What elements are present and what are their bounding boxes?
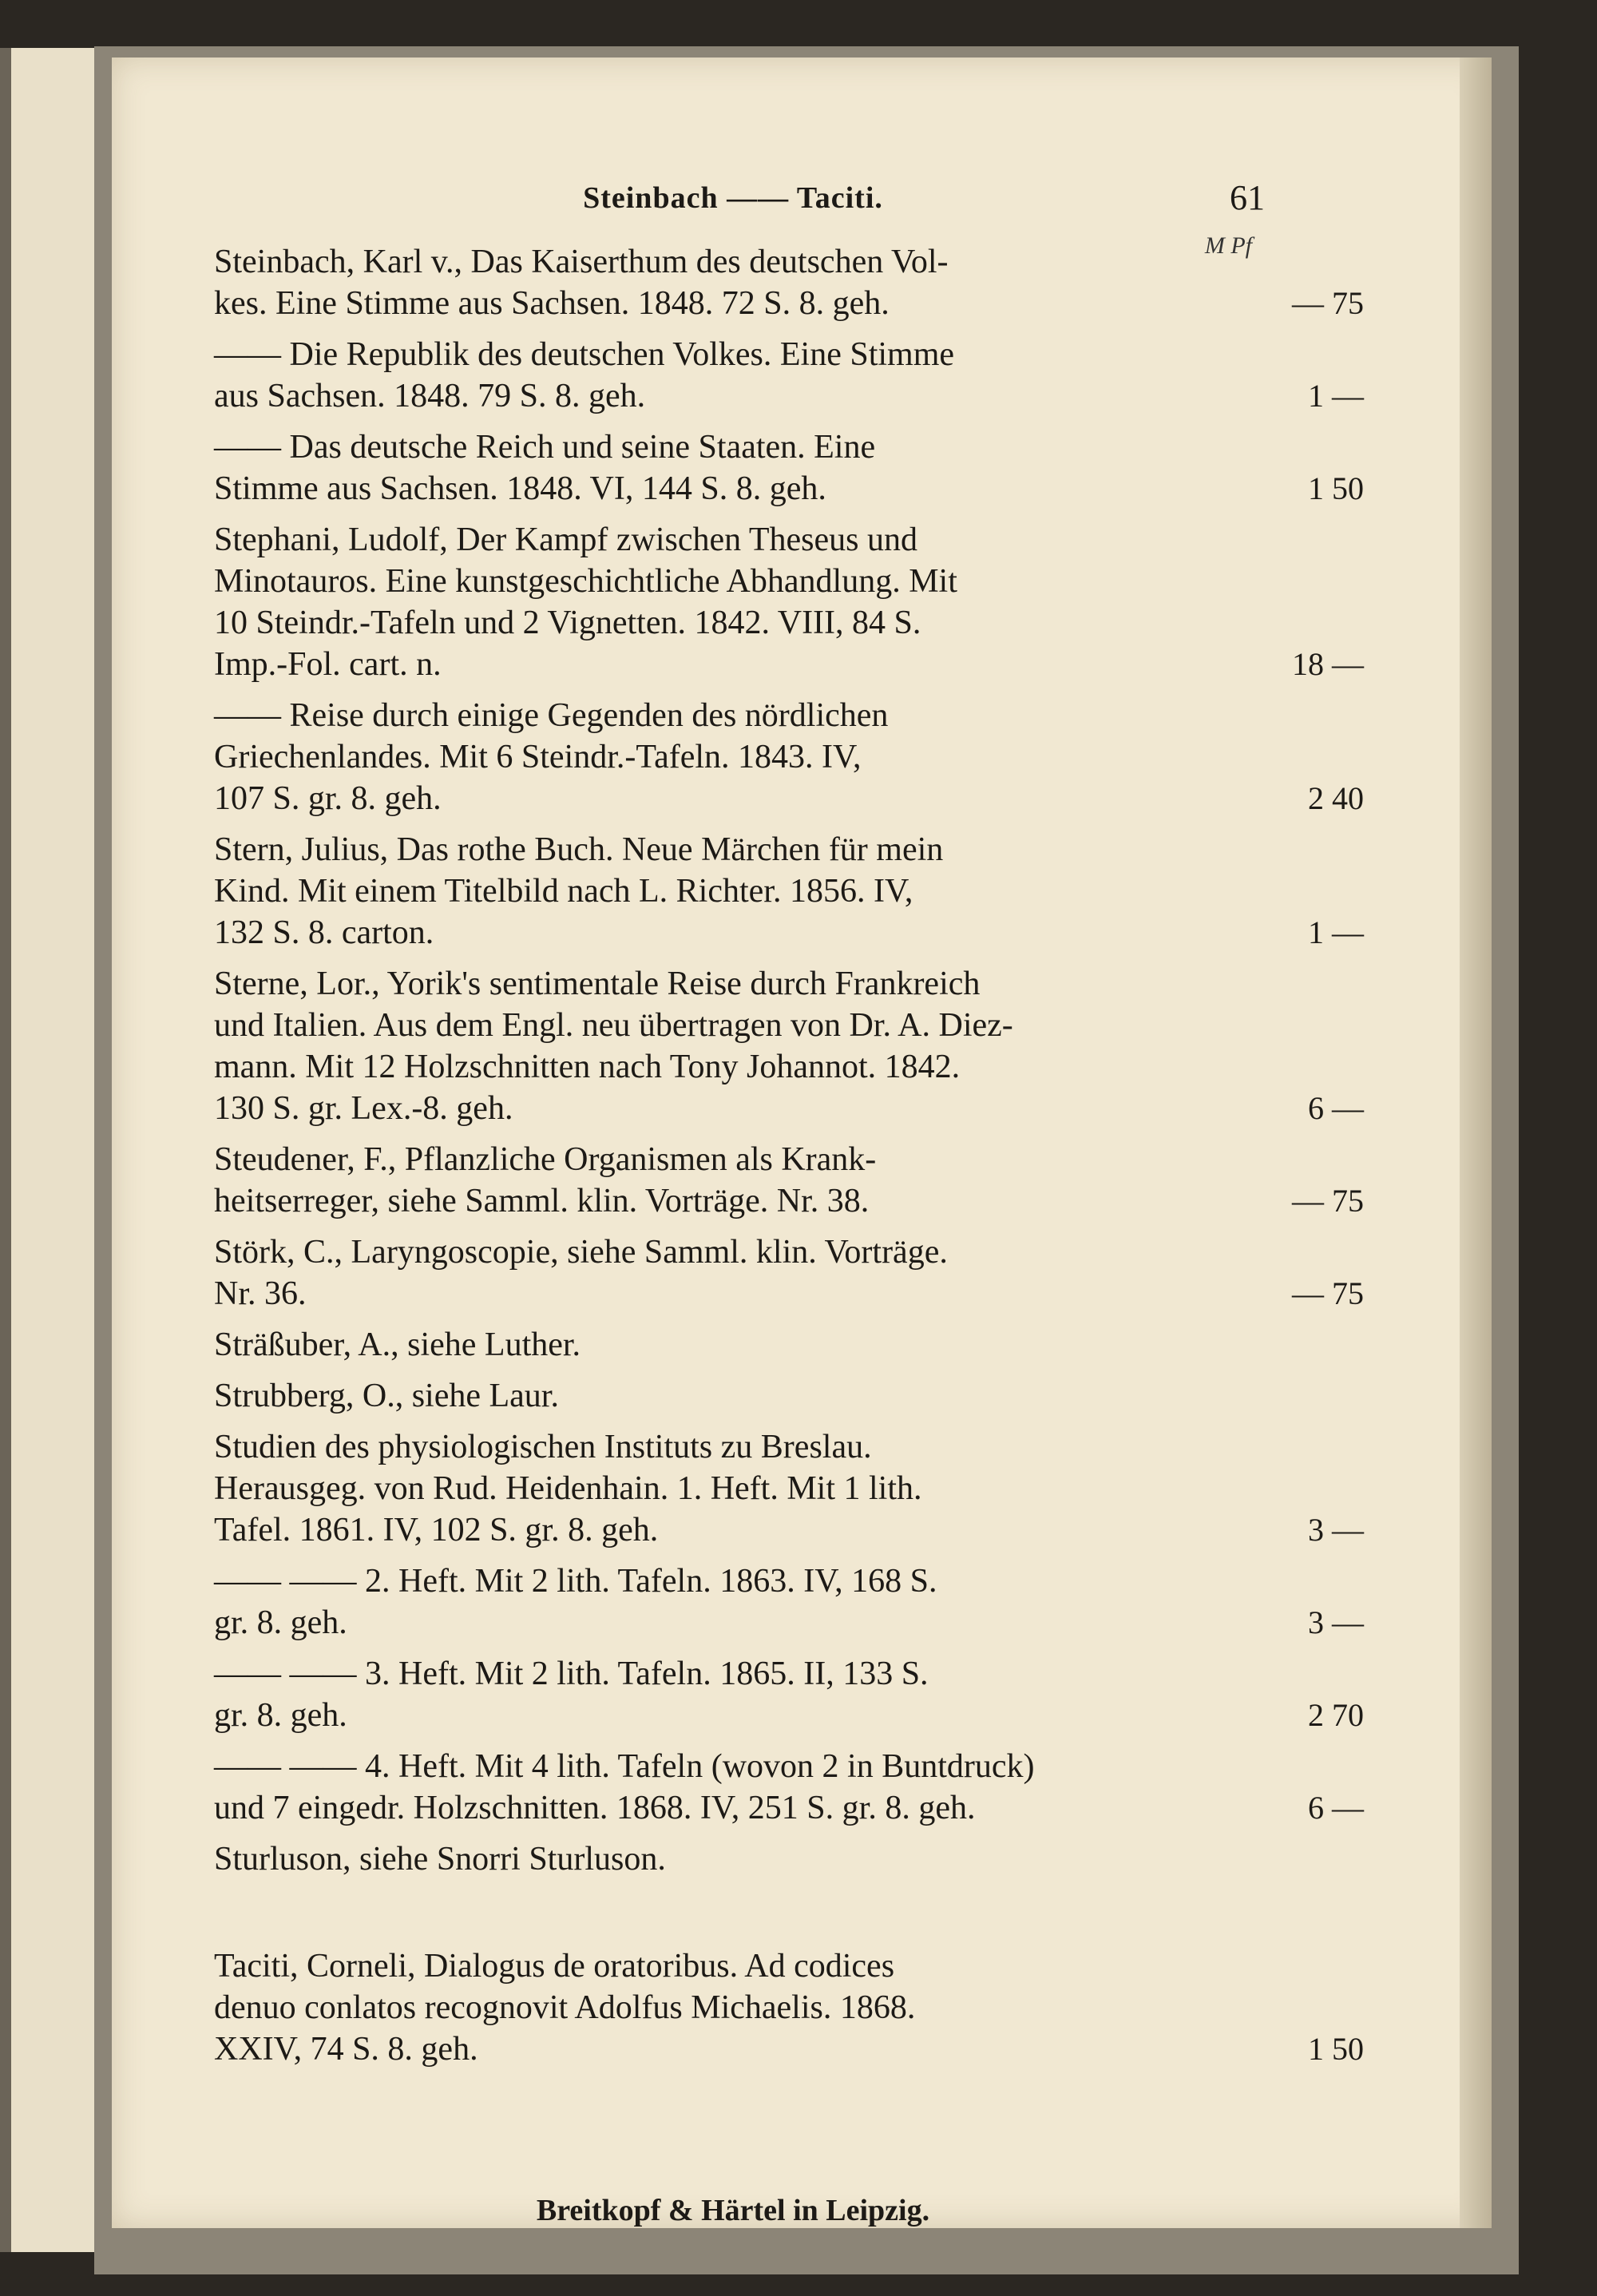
catalog-entry [214,1653,1364,1736]
catalog-entry [214,1375,1252,1417]
entry-line: 10 Steindr.-Tafeln und 2 Vignetten. 1842. VIII, 84 S. [214,605,921,641]
page-header [214,177,1265,259]
catalog-entry [214,1838,1252,1880]
entry-price: 3 — [1308,1512,1364,1548]
entry-line: —— —— 3. Heft. Mit 2 lith. Tafeln. 1865. II, 133 S. [214,1656,929,1692]
entry-line: 107 S. gr. 8. geh. [214,780,442,817]
entry-line: heitserreger, siehe Samml. klin. Vorträge. Nr. 38. [214,1183,870,1219]
entry-line: Stephani, Ludolf, Der Kampf zwischen Theseus und [214,521,918,558]
page-fore-edge [1460,57,1492,2228]
entry-line: —— Die Republik des deutschen Volkes. Eine Stimme [214,336,955,373]
entry-price: 18 — [1292,646,1364,682]
entry-line: mann. Mit 12 Holzschnitten nach Tony Johannot. 1842. [214,1049,961,1085]
entry-line: Kind. Mit einem Titelbild nach L. Richter. 1856. IV, [214,873,913,910]
entry-price: — 75 [1292,285,1364,321]
entry-price: 6 — [1308,1790,1364,1826]
entry-line: Störk, C., Laryngoscopie, siehe Samml. klin. Vorträge. [214,1234,948,1271]
catalog-entry [214,519,1364,685]
catalog-entry-taciti [214,1945,1364,2070]
page-number: 61 [1230,178,1265,217]
entry-line: —— —— 2. Heft. Mit 2 lith. Tafeln. 1863. IV, 168 S. [214,1563,937,1600]
entry-line: Minotauros. Eine kunstgeschichtliche Abhandlung. Mit [214,563,957,600]
entry-line: Griechenlandes. Mit 6 Steindr.-Tafeln. 1843. IV, [214,739,862,775]
catalog-page [112,57,1492,2228]
catalog-entries [214,241,1364,1880]
entry-line: —— —— 4. Heft. Mit 4 lith. Tafeln (wovon 2 in Buntdruck) [214,1748,1035,1785]
entry-line: und 7 eingedr. Holzschnitten. 1868. IV, 251 S. gr. 8. geh. [214,1790,976,1826]
text-block [214,177,1364,2227]
catalog-entry [214,1231,1364,1315]
catalog-entry [214,829,1364,954]
entry-line: Sturluson, siehe Snorri Sturluson. [214,1841,666,1878]
entry-price: 6 — [1308,1090,1364,1126]
entry-line: kes. Eine Stimme aus Sachsen. 1848. 72 S. 8. geh. [214,285,890,322]
entry-line: denuo conlatos recognovit Adolfus Michaelis. 1868. [214,1989,916,2026]
entry-line: Nr. 36. [214,1275,307,1312]
catalog-entry [214,1560,1364,1644]
running-head: Steinbach —— Taciti. [583,181,883,215]
entry-line: Studien des physiologischen Instituts zu Breslau. [214,1429,872,1465]
currency-column-header: M Pf [1204,232,1252,259]
entry-line: XXIV, 74 S. 8. geh. [214,2031,478,2068]
entry-line: Taciti, Corneli, Dialogus de oratoribus. Ad codices [214,1948,895,1985]
entry-line: Imp.-Fol. cart. n. [214,646,442,683]
entry-price: 1 — [1308,914,1364,950]
publisher-footer: Breitkopf & Härtel in Leipzig. [536,2194,930,2227]
entry-line: gr. 8. geh. [214,1604,347,1641]
entry-line: 132 S. 8. carton. [214,914,434,951]
left-binding [0,48,11,2252]
entry-line: 130 S. gr. Lex.-8. geh. [214,1090,513,1127]
catalog-entry [214,1139,1364,1222]
entry-line: —— Reise durch einige Gegenden des nördlichen [214,697,889,734]
catalog-entry [214,241,1364,324]
entry-line: Tafel. 1861. IV, 102 S. gr. 8. geh. [214,1512,659,1549]
catalog-entry [214,1746,1364,1829]
entry-line: —— Das deutsche Reich und seine Staaten. Eine [214,429,876,466]
catalog-entry [214,426,1364,510]
entry-line: Steudener, F., Pflanzliche Organismen als Krank- [214,1141,877,1178]
entry-price: 2 40 [1308,780,1364,816]
catalog-entry [214,1324,1252,1366]
catalog-entry [214,1426,1364,1551]
entry-price: 1 50 [1308,470,1364,506]
entry-line: Sträßuber, A., siehe Luther. [214,1326,581,1363]
catalog-entry [214,963,1364,1129]
entry-price: 1 — [1308,378,1364,414]
entry-line: Stern, Julius, Das rothe Buch. Neue Märchen für mein [214,831,944,868]
entry-line: Strubberg, O., siehe Laur. [214,1378,559,1414]
entry-price: 1 50 [1308,2031,1364,2067]
entry-line: Herausgeg. von Rud. Heidenhain. 1. Heft. Mit 1 lith. [214,1470,922,1507]
catalog-entry [214,334,1364,417]
entry-line: aus Sachsen. 1848. 79 S. 8. geh. [214,378,646,414]
entry-line: Sterne, Lor., Yorik's sentimentale Reise durch Frankreich [214,966,981,1002]
entry-price: 3 — [1308,1604,1364,1640]
catalog-entry [214,695,1364,819]
entry-line: und Italien. Aus dem Engl. neu übertragen von Dr. A. Diez- [214,1007,1013,1044]
entry-line: Steinbach, Karl v., Das Kaiserthum des deutschen Vol- [214,244,949,280]
entry-price: — 75 [1292,1183,1364,1219]
entry-price: 2 70 [1308,1697,1364,1733]
entry-line: gr. 8. geh. [214,1697,347,1734]
left-page-edge [0,48,106,2252]
entry-price: — 75 [1292,1275,1364,1311]
entry-line: Stimme aus Sachsen. 1848. VI, 144 S. 8. geh. [214,470,826,507]
